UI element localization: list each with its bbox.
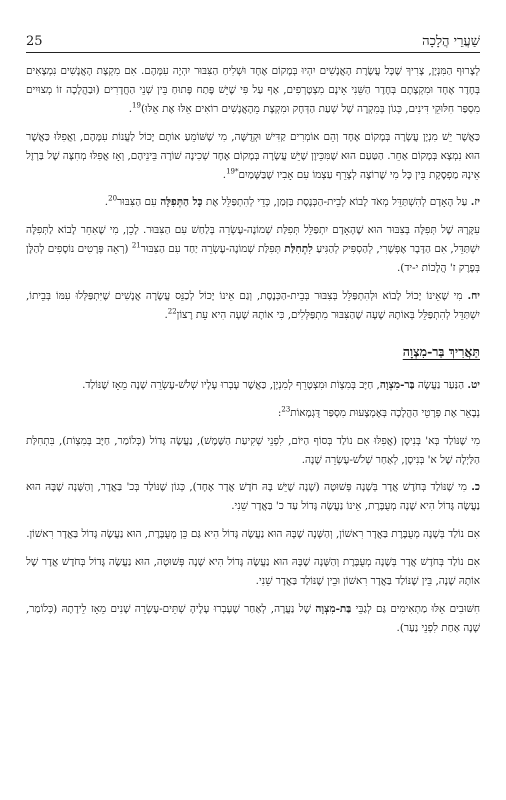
halacha-number: יח. bbox=[467, 290, 480, 303]
paragraph-20: כ. מִי שֶׁנּוֹלַד בְּחֹדֶשׁ אֲדָר בְּשָׁנָה פְּשׁוּטָה (שָׁנָה שֶׁיֵּשׁ בָּהּ חֹדֶשׁ אֲדָר אֶחָד), כְּגוֹן שֶׁנּוֹלַד בְּכ' בַּאֲדָר, וְהַשָּׁנָה שֶׁבָּהּ הוּא נַעֲשֶׂה גָּדוֹל הִיא שָׁנָה מְעֻבֶּרֶת, אֵינוֹ נַעֲשֶׂה גָּדוֹל עַד כ' בַּאֲדָר שֵׁנִי. bbox=[26, 481, 480, 513]
paragraph-adar-2: אִם נוֹלַד בְּחֹדֶשׁ אֲדָר בְּשָׁנָה מְעֻבֶּרֶת וְהַשָּׁנָה שֶׁבָּהּ הוּא נַעֲשֶׂה גָּדוֹל הִיא שָׁנָה פְּשׁוּטָה, הוּא נַעֲשֶׂה גָּדוֹל בְּחֹדֶשׁ אֲדָר שֶׁל אוֹתָהּ שָׁנָה, בֵּין שֶׁנּוֹלַד בַּאֲדָר רִאשׁוֹן וּבֵין שֶׁנּוֹלַד בַּאֲדָר שֵׁנִי. bbox=[26, 556, 480, 588]
footnote-ref: 21 bbox=[131, 241, 141, 250]
footnote-ref: 19 bbox=[132, 101, 141, 110]
paragraph-nisan: מִי שֶׁנּוֹלַד בְּא' בְּנִיסָן (אֲפִלּוּ אִם נוֹלַד בְּסוֹף הַיּוֹם, לִפְנֵי שְׁקִיעַת הַשֶּׁמֶשׁ), נַעֲשֶׂה גָּדוֹל (כְּלוֹמַר, חַיָּב בְּמִצְוֹת), בִּתְחִלַּת הַלַּיְלָה שֶׁל א' בְּנִיסָן, לְאַחַר שְׁלֹשׁ-עֶשְׂרֵה שָׁנָה. bbox=[26, 434, 480, 466]
halacha-number: יט. bbox=[467, 378, 480, 391]
paragraph-1: לְצָרוּף הַמִּנְיָן, צָרִיךְ שֶׁכָּל עֲשֶׂרֶת הָאֲנָשִׁים יִהְיוּ בְּמָקוֹם אֶחָד וּשְׁלִיחַ הַצִּבּוּר יִהְיֶה עִמָּהֶם. אִם מִקְצָת הָאֲנָשִׁים נִמְצָאִים בְּחֶדֶר אֶחָד וּמִקְצָתָם בְּחֶדֶר הַשֵּׁנִי אֵינָם מִצְטָרְפִים, אַף עַל פִּי שֶׁיֵּשׁ פֶּתַח פָּתוּחַ בֵּין שְׁנֵי הַחֲדָרִים (וּבַהֲלָכָה זוֹ מְצוּיִים מִסְפַּר חִלּוּקֵי דִּינִים, כְּגוֹן בְּמִקְרֶה שֶׁל שְׁעַת הַדְּחָק וּמִקְצָת מֵהָאֲנָשִׁים רוֹאִים אֵלּוּ אֶת אֵלּוּ)$^{19}$. bbox=[26, 65, 480, 115]
paragraph-19: יט. הַנַּעַר נַעֲשֶׂה בַּר-מִצְוָה, חַיָּב בְּמִצְוֹת וּמִצְטָרֵף לְמִנְיָן, כַּאֲשֶׁר עָבְרוּ עָלָיו שְׁלֹשׁ-עֶשְׂרֵה שָׁנָה מֵאָז שֶׁנּוֹלַד. bbox=[82, 378, 480, 391]
page-body bbox=[26, 62, 480, 647]
footnote-ref: 23 bbox=[281, 405, 291, 414]
paragraph-4: עִקָּרָהּ שֶׁל תְּפִלָּה בְּצִבּוּר הוּא שֶׁהָאָדָם יִתְפַּלֵּל תְּפִלַּת שְׁמוֹנֶה-עֶשְׂרֵה בְּלַחַשׁ עִם הַצִּבּוּר. לָכֵן, מִי שֶׁאִחֵר לָבוֹא לַתְּפִלָּה יִשְׁתַּדֵּל, אִם הַדָּבָר אֶפְשָׁרִי, לְהַסְפִּיק לְהַגִּיעַ לִתְחִלַּת תְּפִלַּת שְׁמוֹנֶה-עֶשְׂרֵה יַחַד עִם הַצִּבּוּר$^{21}$ (רְאֵה פְּרָטִים נוֹסָפִים לְהַלָּן בְּפֶרֶק ז' הֲלָכוֹת י-יד). bbox=[26, 224, 481, 275]
paragraph-17: יז. עַל הָאָדָם לְהִשְׁתַּדֵּל מְאֹד לָבוֹא לְבֵית-הַכְּנֶסֶת בַּזְּמַן, כְּדֵי לְהִתְפַּלֵּל אֶת כָּל הַתְּפִלָּה עִם הַצִּבּוּר$^{20}$. bbox=[104, 194, 480, 209]
footnote-ref: 20 bbox=[108, 194, 118, 203]
section-heading: תַּאֲרִיךְ בַּר-מִצְוָה bbox=[402, 343, 480, 359]
halacha-number: יז. bbox=[470, 196, 480, 209]
paragraph-bat-mitzva: חִשּׁוּבִים אֵלּוּ מַתְאִימִים גַּם לְגַבֵּי בַּת-מִצְוָה שֶׁל נַעֲרָה, לְאַחַר שֶׁעָבְרוּ עָלֶיהָ שְׁתֵּים-עֶשְׂרֵה שָׁנִים מֵאָז לֵידָתָהּ (כְּלוֹמַר, שָׁנָה אַחַת לִפְנֵי נַעַר). bbox=[26, 602, 480, 634]
running-title: שַׁעֲרֵי הֲלָכָה bbox=[422, 34, 480, 49]
halacha-number: כ. bbox=[471, 481, 480, 494]
page-header bbox=[26, 30, 480, 53]
footnote-ref: 22 bbox=[167, 307, 177, 316]
paragraph-examples-intro: נְבָאֵר אֶת פְּרָטֵי הַהֲלָכָה בְּאֶמְצָעוּת מִסְפַּר דֻּגְמָאוֹת$^{23}$: bbox=[277, 405, 480, 419]
paragraph-2: כַּאֲשֶׁר יֵשׁ מִנְיָן עֲשָׂרָה בְּמָקוֹם אֶחָד וְהֵם אוֹמְרִים קַדִּישׁ וּקְדֻשָּׁה, מִי שֶׁשּׁוֹמֵעַ אוֹתָם יָכוֹל לַעֲנוֹת עִמָּהֶם, וַאֲפִלּוּ כַּאֲשֶׁר הוּא נִמְצָא בְּמָקוֹם אַחֵר. הַטַּעַם הוּא שֶׁמִּכֵּיוָן שֶׁיֵּשׁ עֲשָׂרָה בְּמָקוֹם אֶחָד שְׁכִינָה שׁוֹרָה בֵּינֵיהֶם, וְאָז אֲפִלּוּ מְחִצָּה שֶׁל בַּרְזֶל אֵינָהּ מַפְסֶקֶת בֵּין כָּל מִי שֶׁרוֹצֶה לְצָרֵף עַצְמוֹ עִם אָבִיו שֶׁבַּשָּׁמַיִם$^{*19}$. bbox=[26, 130, 480, 181]
paragraph-adar-1: אִם נוֹלַד בְּשָׁנָה מְעֻבֶּרֶת בַּאֲדָר רִאשׁוֹן, וְהַשָּׁנָה שֶׁבָּהּ הוּא נַעֲשֶׂה גָּדוֹל הִיא גַּם כֵּן מְעֻבֶּרֶת, הוּא נַעֲשֶׂה גָּדוֹל בַּאֲדָר רִאשׁוֹן. bbox=[26, 528, 480, 541]
footnote-ref: *19 bbox=[226, 167, 239, 176]
paragraph-18: יח. מִי שֶׁאֵינוֹ יָכוֹל לָבוֹא וּלְהִתְפַּלֵּל בְּצִבּוּר בְּבֵית-הַכְּנֶסֶת, וְגַם אֵינוֹ יָכוֹל לְכַנֵּס עֲשָׂרָה אֲנָשִׁים שֶׁיִּתְפַּלְּלוּ עִמּוֹ בְּבֵיתוֹ, יִשְׁתַּדֵּל לְהִתְפַּלֵּל בְּאוֹתָהּ שָׁעָה שֶׁהַצִּבּוּר מִתְפַּלְּלִים, כִּי אוֹתָהּ שָׁעָה הִיא עֵת רָצוֹן$^{22}$. bbox=[26, 290, 480, 321]
page-number: 25 bbox=[26, 33, 43, 49]
